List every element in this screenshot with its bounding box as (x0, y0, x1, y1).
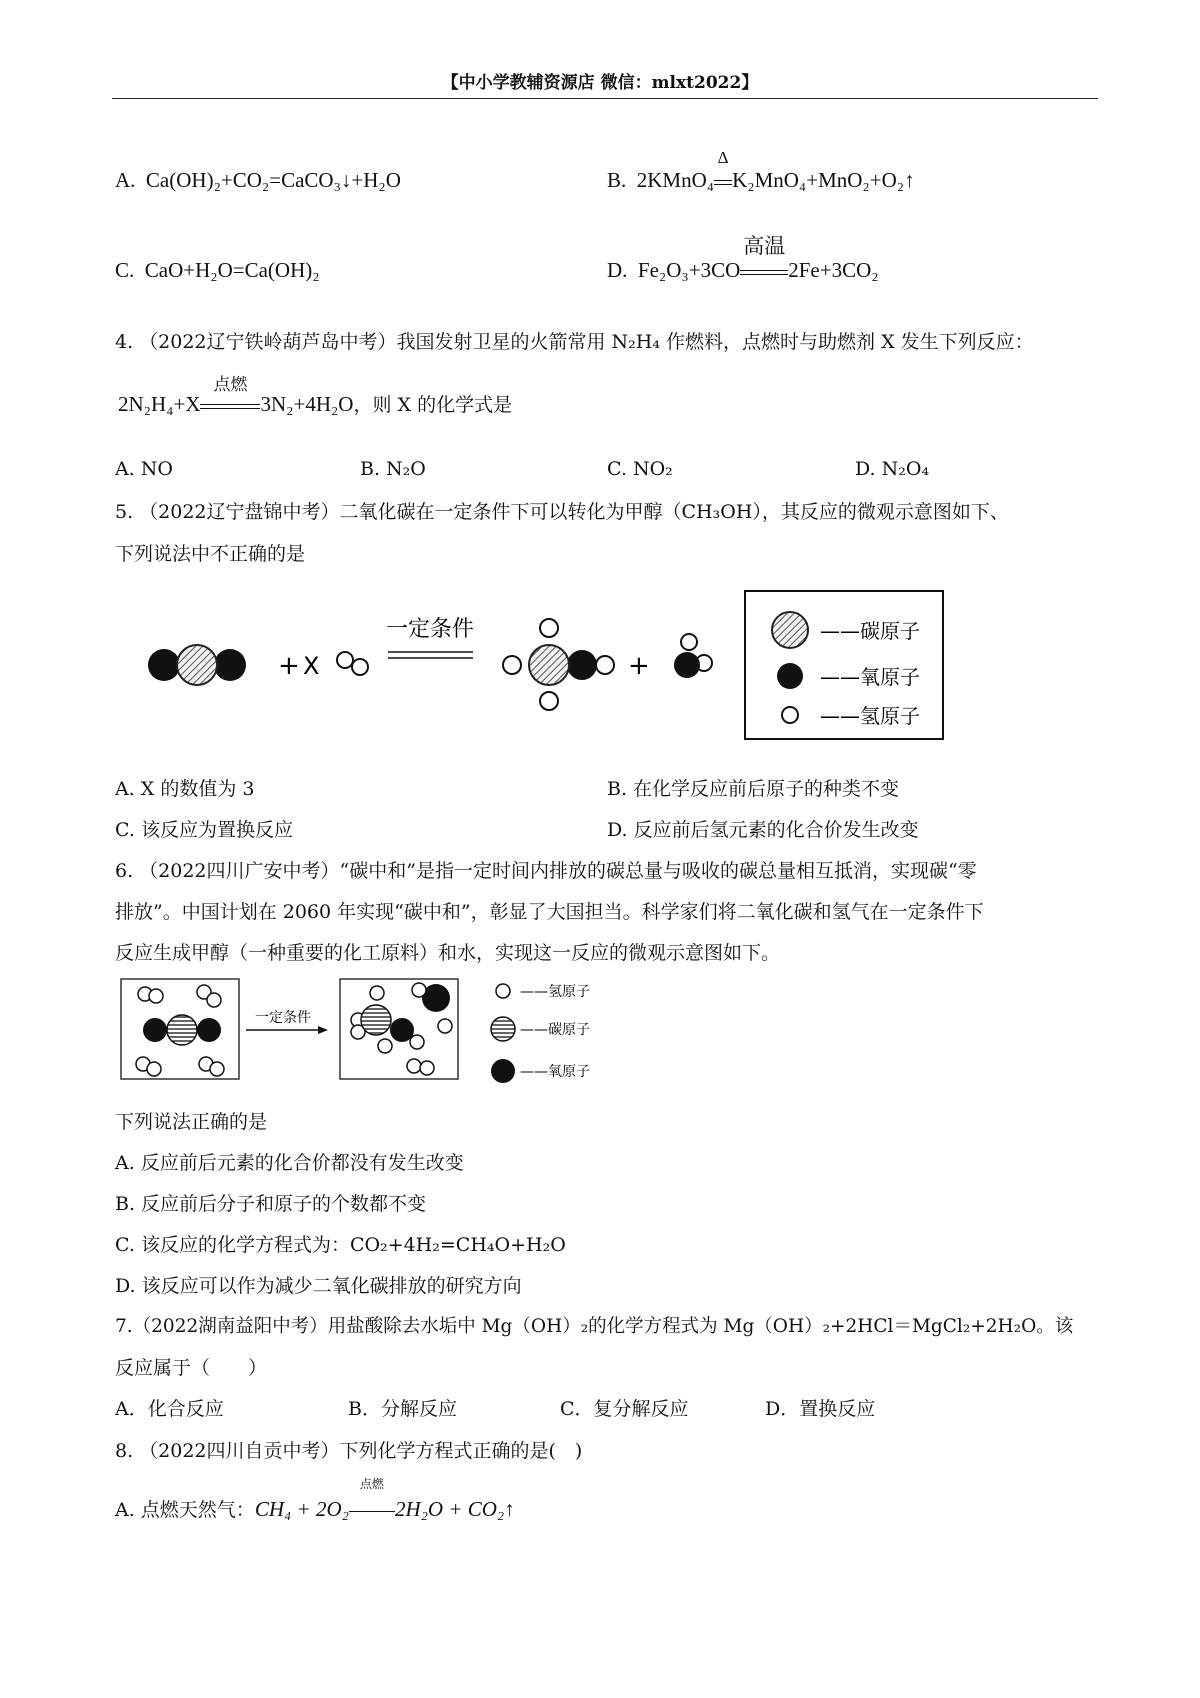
co2-molecule (148, 645, 246, 685)
equation-tail: ，则 X 的化学式是 (353, 394, 513, 416)
q8-stem: 8. （2022四川自贡中考）下列化学方程式正确的是( ) (115, 1440, 583, 1462)
q4-option-b: B. N₂O (360, 458, 426, 480)
carbon-legend-icon (491, 1017, 515, 1041)
hydrogen-legend-icon (496, 984, 510, 998)
q4-option-d: D. N₂O₄ (855, 458, 930, 480)
q8-option-a (115, 1477, 515, 1522)
hydrogen-atom (540, 692, 558, 710)
option-letter: C. (115, 258, 135, 282)
oxygen-atom (674, 652, 700, 678)
q7-option-a: A．化合反应 (115, 1398, 224, 1420)
q6-stem-line3: 反应生成甲醇（一种重要的化工原料）和水，实现这一反应的微观示意图如下。 (115, 942, 781, 964)
q5-option-c: C. 该反应为置换反应 (115, 819, 293, 841)
q5-option-b: B. 在化学反应前后原子的种类不变 (607, 778, 900, 800)
q4-option-a: A. NO (115, 458, 174, 480)
q5-stem-line1: 5. （2022辽宁盘锦中考）二氧化碳在一定条件下可以转化为甲醇（CH₃OH），其反应的微观示意图如下、 (115, 501, 1009, 523)
q6-option-d: D. 该反应可以作为减少二氧化碳排放的研究方向 (115, 1275, 522, 1297)
x-label: X (303, 652, 320, 680)
q7-stem-line2: 反应属于（ ） (115, 1357, 268, 1379)
q6-stem-line1: 6. （2022四川广安中考）“碳中和”是指一定时间内排放的碳总量与吸收的碳总量相互抵消，实现碳“零 (115, 860, 977, 882)
equation-right: 3N₂+4H₂O (260, 392, 354, 416)
legend-hydrogen: ——氢原子 (820, 704, 920, 728)
equation: CaO+H₂O=Ca(OH)₂ (144, 258, 320, 282)
option-letter: B. (607, 168, 627, 192)
equation-left: 2N₂H₄+X (118, 392, 201, 416)
hydrogen-legend-icon (782, 707, 798, 723)
reaction-condition: Δ (717, 148, 729, 167)
q7-option-b: B．分解反应 (348, 1398, 457, 1420)
page-header: 【中小学教辅资源店 微信：mlxt2022】 (441, 73, 759, 93)
hydrogen-atom (596, 656, 614, 674)
water-molecule (674, 634, 712, 678)
oxygen-atom (214, 649, 246, 681)
reaction-condition: 高温 (743, 234, 786, 258)
carbon-atom (177, 645, 217, 685)
hydrogen-atom (540, 619, 558, 637)
q3-option-d (607, 234, 879, 283)
q3-option-c (115, 258, 320, 283)
q7-option-c: C．复分解反应 (560, 1398, 689, 1420)
methanol-molecule (503, 619, 614, 710)
reaction-condition: 点燃 (359, 1477, 384, 1491)
equation-left: 2KMnO₄ (636, 168, 715, 192)
header-rule (112, 98, 1098, 99)
oxygen-atom (567, 650, 597, 680)
q6-option-a: A. 反应前后元素的化合价都没有发生改变 (115, 1152, 464, 1174)
reaction-condition: 一定条件 (255, 1010, 311, 1026)
oxygen-legend-icon (777, 663, 803, 689)
reaction-condition: 点燃 (213, 375, 248, 394)
carbon-atom (529, 645, 569, 685)
q4-equation (118, 375, 513, 417)
reaction-condition: 一定条件 (385, 617, 475, 642)
hydrogen-atom (681, 634, 697, 650)
hydrogen-atom (352, 659, 368, 675)
q7-stem-line1: 7.（2022湖南益阳中考）用盐酸除去水垢中 Mg（OH）₂的化学方程式为 Mg（OH）₂+2HCl＝MgCl₂+2H₂O。该 (115, 1316, 1074, 1337)
plus-sign: + (278, 651, 300, 681)
q5-stem-line2: 下列说法中不正确的是 (115, 543, 306, 565)
equation-right: 2Fe+3CO₂ (788, 258, 879, 282)
option-letter: D. (607, 258, 628, 282)
equation-left: Fe₂O₃+3CO (637, 258, 741, 282)
q3-option-a (115, 168, 401, 193)
q4-option-c: C. NO₂ (607, 458, 673, 480)
q5-reaction-diagram (140, 588, 950, 743)
q6-question: 下列说法正确的是 (115, 1111, 268, 1133)
q6-reaction-diagram (118, 976, 608, 1086)
hydrogen-atom (503, 656, 521, 674)
q6-option-c: C. 该反应的化学方程式为：CO₂+4H₂=CH₄O+H₂O (115, 1234, 566, 1256)
hydrogen-atom (337, 652, 353, 668)
q4-stem: 4. （2022辽宁铁岭葫芦岛中考）我国发射卫星的火箭常用 N₂H₄ 作燃料，点燃时与助燃剂 X 发生下列反应： (115, 331, 1034, 353)
legend-hydrogen: ——氢原子 (520, 984, 590, 1000)
q5-option-d: D. 反应前后氢元素的化合价发生改变 (607, 819, 919, 841)
q6-option-b: B. 反应前后分子和原子的个数都不变 (115, 1193, 427, 1215)
equation: Ca(OH)₂+CO₂=CaCO₃↓+H₂O (145, 168, 401, 192)
q7-option-d: D．置换反应 (765, 1398, 876, 1420)
plus-sign: + (628, 651, 650, 681)
q5-option-a: A. X 的数值为 3 (115, 778, 255, 800)
legend-oxygen: ——氧原子 (820, 665, 920, 689)
h2-molecule (337, 652, 368, 675)
legend-carbon: ——碳原子 (820, 619, 920, 643)
option-letter: A. (115, 168, 136, 192)
q3-option-b (607, 148, 915, 193)
equation-right: 2H₂O + CO₂↑ (394, 1497, 515, 1521)
legend-oxygen: ——氧原子 (520, 1064, 590, 1080)
option-label: A. 点燃天然气： (115, 1499, 255, 1521)
equation-left: CH₄ + 2O₂ (254, 1497, 349, 1521)
q6-stem-line2: 排放”。中国计划在 2060 年实现“碳中和”，彰显了大国担当。科学家们将二氧化碳和氢气在一定条件下 (115, 901, 984, 923)
legend-carbon: ——碳原子 (520, 1022, 590, 1038)
equation-right: K₂MnO₄+MnO₂+O₂↑ (732, 168, 915, 192)
carbon-legend-icon (772, 612, 808, 648)
oxygen-legend-icon (491, 1059, 515, 1083)
oxygen-atom (148, 649, 180, 681)
